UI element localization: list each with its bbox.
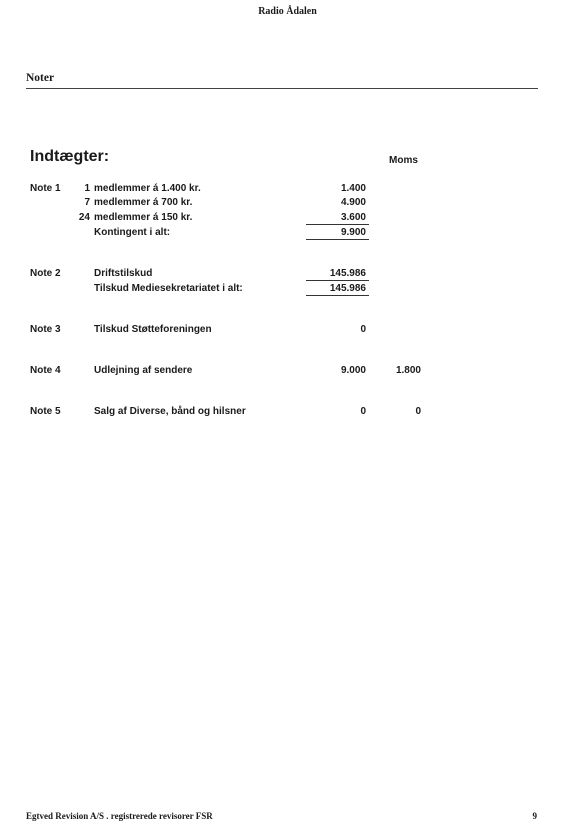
note-1-total-underline: [306, 239, 369, 240]
note-2-total: 145.986: [329, 283, 366, 294]
note-2-label: Note 2: [30, 268, 61, 279]
note-1-label: Note 1: [30, 183, 61, 194]
note-1-row-1-qty: 1: [84, 183, 90, 194]
footer-firm: Egtved Revision A/S . registrerede revisorer FSR: [26, 811, 213, 821]
note-4-amount: 9.000: [340, 365, 366, 376]
document-header: Radio Ådalen: [258, 6, 317, 17]
moms-column-heading: Moms: [389, 155, 418, 166]
page-number: 9: [532, 811, 537, 821]
note-1-row-2-qty: 7: [84, 197, 90, 208]
income-heading: Indtægter:: [30, 148, 110, 165]
note-4-desc: Udlejning af sendere: [94, 365, 193, 376]
note-5-amount: 0: [360, 406, 366, 417]
note-1-row-3-qty: 24: [78, 212, 90, 223]
section-title: Noter: [26, 72, 55, 84]
note-1-total-label: Kontingent i alt:: [94, 227, 171, 238]
note-1-row-1-amount: 1.400: [340, 183, 366, 194]
note-2-row-desc: Driftstilskud: [94, 268, 153, 279]
note-1-total: 9.900: [340, 227, 366, 238]
note-2-row-amount: 145.986: [329, 268, 366, 279]
section-divider: [26, 88, 538, 89]
note-5-desc: Salg af Diverse, bånd og hilsner: [94, 406, 246, 417]
note-1-row-3-amount: 3.600: [340, 212, 366, 223]
note-4-moms: 1.800: [395, 365, 421, 376]
note-4-label: Note 4: [30, 365, 61, 376]
note-1-row-2-amount: 4.900: [340, 197, 366, 208]
note-5-moms: 0: [415, 406, 421, 417]
note-1-row-2-desc: medlemmer á 700 kr.: [94, 197, 193, 208]
note-3-label: Note 3: [30, 324, 61, 335]
note-3-desc: Tilskud Støtteforeningen: [94, 324, 212, 335]
note-2-sum-line: [306, 280, 369, 281]
note-2-total-label: Tilskud Mediesekretariatet i alt:: [94, 283, 243, 294]
note-5-label: Note 5: [30, 406, 61, 417]
note-3-amount: 0: [360, 324, 366, 335]
note-1-sum-line: [306, 224, 369, 225]
note-1-row-3-desc: medlemmer á 150 kr.: [94, 212, 193, 223]
note-1-row-1-desc: medlemmer á 1.400 kr.: [94, 183, 201, 194]
note-2-total-underline: [306, 295, 369, 296]
